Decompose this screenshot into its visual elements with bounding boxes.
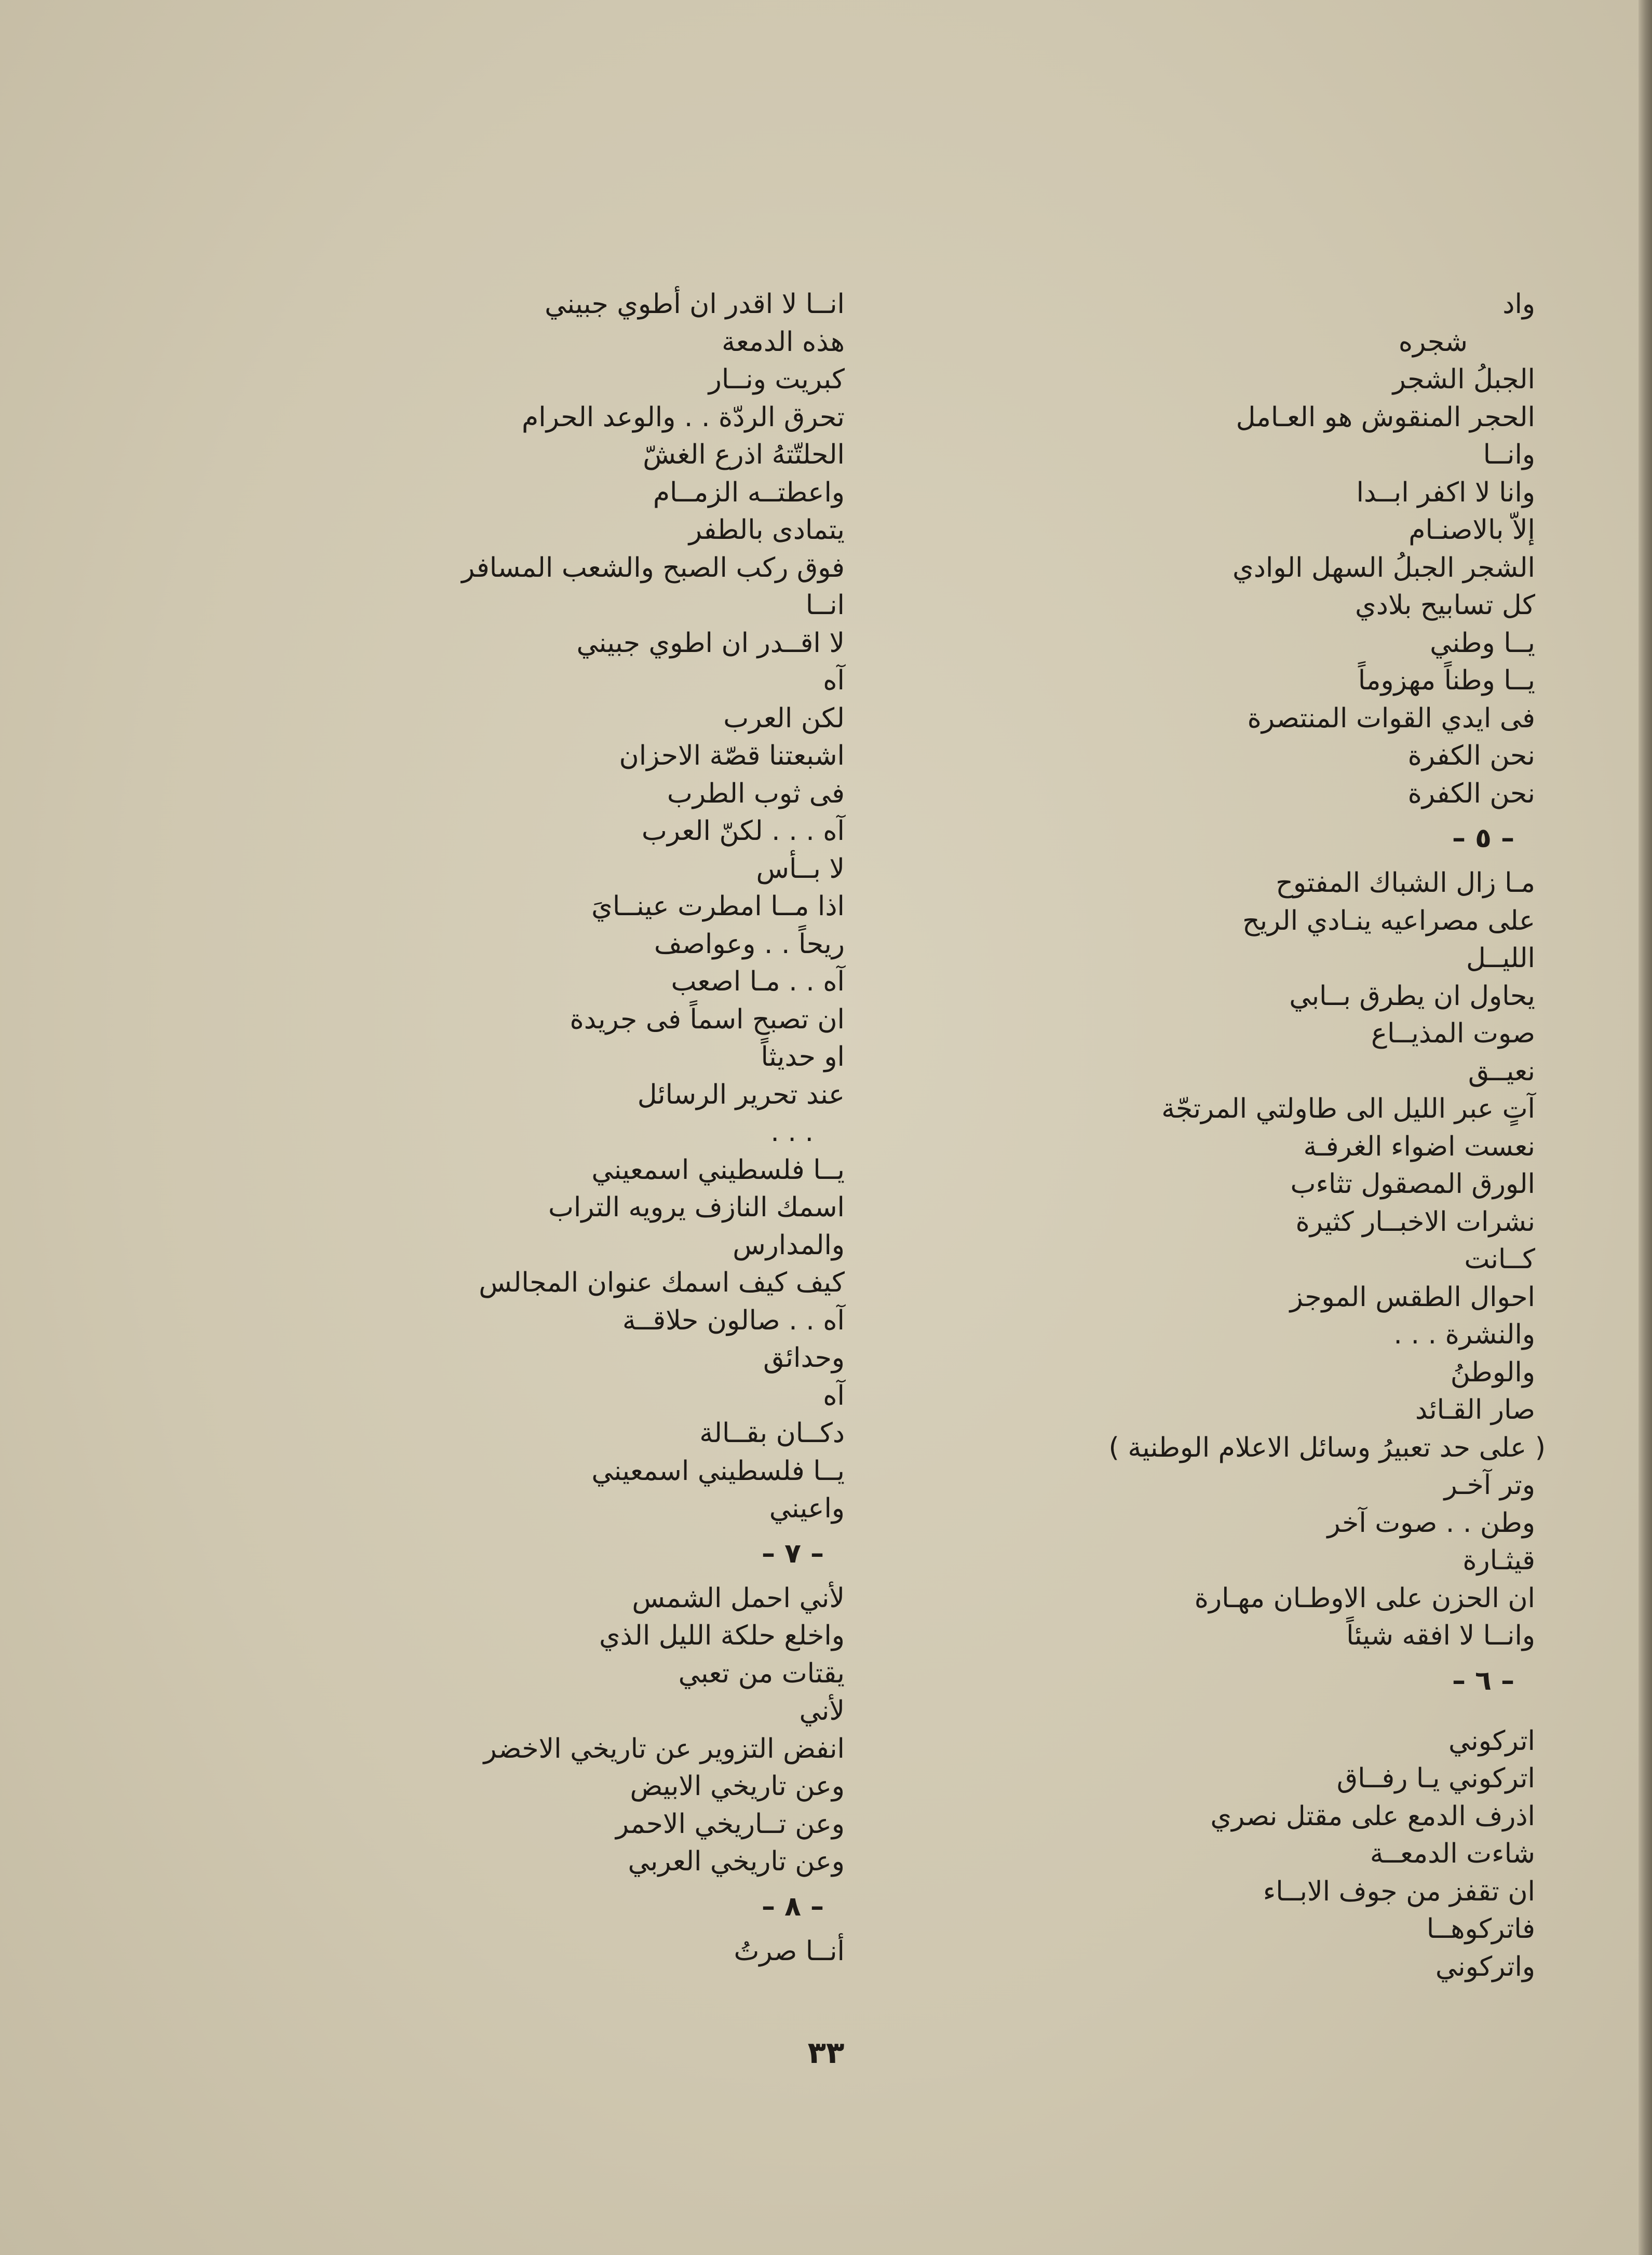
poem-line: والمدارس — [733, 1229, 845, 1261]
poem-line: ان الحزن على الاوطـان مهـارة — [1194, 1582, 1535, 1614]
poem-line: وتر آخـر — [1444, 1470, 1535, 1501]
poem-line: مـا زال الشباك المفتوح — [1276, 867, 1535, 899]
poem-line: وانــا لا افقه شيئاً — [1346, 1620, 1535, 1651]
poem-line: انفض التزوير عن تاريخي الاخضر — [483, 1733, 845, 1764]
poem-line: وعن تــاريخي الاحمر — [615, 1808, 845, 1840]
poem-line: فى ايدي القوات المنتصرة — [1247, 702, 1535, 734]
poem-line: ان تصبح اسماً فى جريدة — [570, 1003, 845, 1035]
poem-line: واعطتــه الزمــام — [653, 477, 845, 508]
poem-line: فوق ركب الصبح والشعب المسافر — [462, 552, 845, 583]
poem-line: نشرات الاخبــار كثيرة — [1295, 1206, 1535, 1238]
poem-line: يحاول ان يطرق بــابي — [1289, 980, 1535, 1012]
poem-line: أنــا صرتُ — [734, 1935, 845, 1967]
poem-line: او حديثاً — [761, 1041, 845, 1072]
poem-line: وانــا — [1483, 439, 1535, 470]
poem-line: عند تحرير الرسائل — [637, 1079, 845, 1110]
poem-line: يــا فلسطيني اسمعيني — [591, 1455, 845, 1487]
poem-line: آه — [823, 665, 845, 696]
poem-line: يتمادى بالطفر — [688, 514, 845, 546]
poem-line: الشجر الجبلُ السهل الوادي — [1233, 552, 1535, 583]
poem-line: اتركوني — [1448, 1725, 1535, 1757]
poem-line: آه . . مـا اصعب — [671, 966, 845, 997]
poem-line: دكــان بقــالة — [699, 1418, 845, 1449]
poem-line: آه — [823, 1380, 845, 1411]
poem-line: الحلتّتهُ اذرع الغشّ — [643, 439, 845, 470]
poem-line: . . . — [770, 1117, 814, 1148]
poem-line: فى ثوب الطرب — [667, 778, 845, 809]
poem-line: لكن العرب — [723, 702, 845, 734]
poem-line: نعست اضواء الغرفـة — [1303, 1131, 1535, 1162]
section-number: – ٦ – — [1452, 1665, 1514, 1696]
poem-line: انــا لا اقدر ان أطوي جبيني — [545, 289, 845, 320]
binding-edge — [1639, 0, 1652, 2255]
poem-line: يــا وطناً مهزوماً — [1358, 665, 1535, 696]
poem-line: لا بــأس — [756, 853, 845, 885]
section-number: – ٧ – — [762, 1538, 824, 1569]
poem-line: ريحاً . . وعواصف — [654, 928, 845, 960]
poem-line: يــا فلسطيني اسمعيني — [591, 1154, 845, 1186]
poem-line: كــانت — [1464, 1244, 1535, 1275]
poem-line: صوت المذيــاع — [1371, 1018, 1535, 1049]
poem-line: نعيــق — [1468, 1055, 1535, 1087]
poem-column-right — [923, 286, 1546, 1986]
poem-line: الليــل — [1466, 943, 1535, 974]
poem-line: نحن الكفرة — [1407, 740, 1535, 771]
poem-line: لأني احمل الشمس — [632, 1582, 845, 1614]
poem-line: والوطنُ — [1450, 1356, 1535, 1388]
poem-line: شجره — [1398, 326, 1468, 358]
poem-line: الورق المصقول تثاءب — [1290, 1169, 1535, 1200]
poem-line: واخلع حلكة الليل الذي — [599, 1620, 845, 1651]
poem-line: شاءت الدمعــة — [1370, 1838, 1535, 1869]
poem-line: وانا لا اكفر ابــدا — [1356, 477, 1535, 508]
poem-line: اذا مــا امطرت عينــايَ — [591, 891, 845, 922]
poem-line: تحرق الردّة . . والوعد الحرام — [522, 401, 845, 433]
poem-line: اشبعتنا قصّة الاحزان — [619, 740, 845, 771]
poem-line: على مصراعيه ينـادي الريح — [1242, 905, 1535, 936]
poem-line: والنشرة . . . — [1393, 1319, 1535, 1350]
poem-line: كيف كيف اسمك عنوان المجالس — [479, 1267, 845, 1298]
poem-line: وعن تاريخي الابيض — [630, 1771, 845, 1802]
poem-line: الجبلُ الشجر — [1392, 364, 1535, 395]
poem-line: لا اقــدر ان اطوي جبيني — [576, 627, 845, 659]
poem-line: قيثـارة — [1463, 1545, 1535, 1576]
poem-line: كبريت ونــار — [708, 364, 845, 395]
poem-line: وحدائق — [763, 1342, 845, 1374]
poem-column-left — [118, 286, 845, 1970]
section-number: – ٨ – — [762, 1891, 824, 1922]
poem-line: صار القـائد — [1415, 1394, 1535, 1425]
blank-line — [923, 1707, 1535, 1722]
poem-line: اذرف الدمع على مقتل نصري — [1210, 1800, 1535, 1832]
poem-line: وطن . . صوت آخر — [1327, 1507, 1535, 1539]
poem-line: ( على حد تعبيرُ وسائل الاعلام الوطنية ) — [1108, 1432, 1546, 1463]
poem-line: آه . . . لكنّ العرب — [641, 816, 845, 847]
poem-line: آه . . صالون حلاقــة — [622, 1305, 845, 1336]
poem-line: فاتركوهــا — [1426, 1913, 1535, 1945]
poem-line: انــا — [805, 590, 845, 621]
poem-line: وعن تاريخي العربي — [628, 1846, 845, 1877]
poem-line: هذه الدمعة — [722, 326, 845, 358]
poem-line: نحن الكفرة — [1407, 778, 1535, 809]
poem-line: واتركوني — [1435, 1951, 1535, 1982]
poem-line: آتٍ عبر الليل الى طاولتي المرتجّة — [1161, 1093, 1535, 1124]
poem-line: لأني — [799, 1695, 845, 1727]
poem-line: كل تسابيح بلادي — [1355, 590, 1535, 621]
poem-line: واعيني — [769, 1493, 845, 1524]
poem-line: الحجر المنقوش هو العـامل — [1236, 401, 1535, 433]
poem-line: يقتات من تعبي — [678, 1658, 845, 1689]
poem-line: واد — [1502, 289, 1535, 320]
poem-line: اسمك النازف يرويه التراب — [548, 1192, 845, 1223]
poem-line: إلاّ بالاصنـام — [1409, 514, 1535, 546]
poem-line: يــا وطني — [1430, 627, 1535, 659]
poem-line: ان تقفز من جوف الابــاء — [1263, 1876, 1535, 1907]
page-number: ٣٣ — [807, 2035, 845, 2070]
poem-line: احوال الطقس الموجز — [1290, 1281, 1535, 1313]
section-number: – ٥ – — [1452, 823, 1514, 854]
poem-line: اتركوني يـا رفــاق — [1336, 1763, 1535, 1794]
